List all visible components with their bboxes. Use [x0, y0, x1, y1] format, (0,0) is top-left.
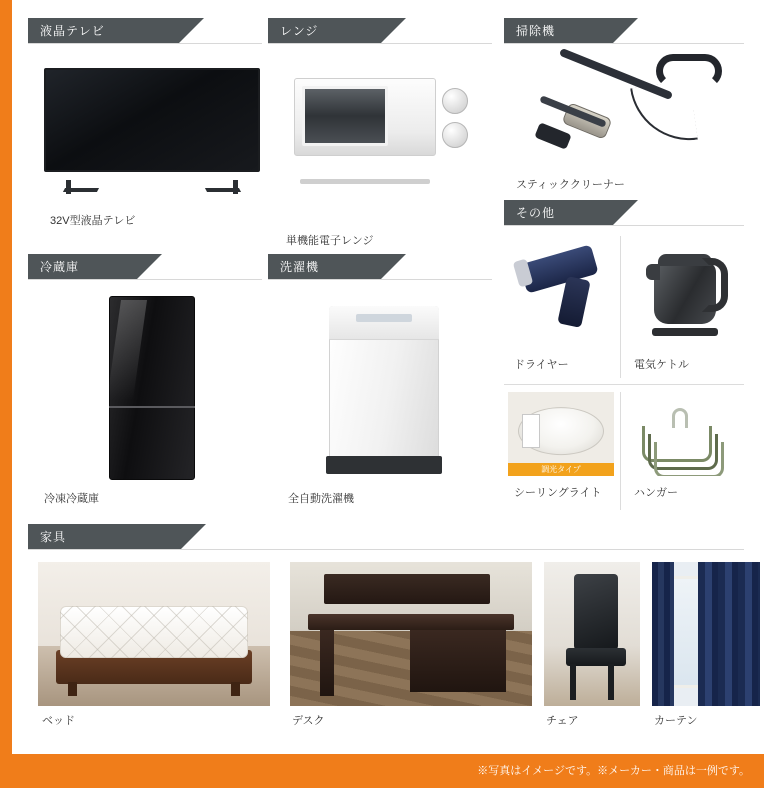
item-hanger — [628, 392, 744, 510]
washer-photo — [274, 288, 494, 488]
section-rule-cleaner — [504, 43, 744, 44]
item-chair — [544, 562, 642, 738]
refrigerator-icon — [36, 288, 268, 488]
item-ceiling-light — [508, 392, 618, 510]
caption-kettle: 電気ケトル — [634, 359, 689, 371]
television-photo — [36, 56, 268, 206]
clothes-hanger-icon — [628, 392, 740, 476]
section-header-other: その他 — [504, 200, 612, 226]
hair-dryer-photo — [508, 236, 614, 350]
caption-refrigerator: 冷凍冷蔵庫 — [44, 493, 99, 505]
section-header-fridge: 冷蔵庫 — [28, 254, 136, 280]
television-icon — [36, 56, 268, 206]
item-vacuum — [508, 48, 744, 198]
item-hair-dryer — [508, 236, 618, 384]
section-rule-range — [268, 43, 492, 44]
chair-icon — [544, 562, 640, 706]
left-accent-rail — [0, 0, 12, 788]
item-refrigerator — [36, 288, 268, 510]
ceiling-light-icon — [508, 392, 614, 476]
hanger-photo — [628, 392, 740, 476]
item-kettle — [628, 236, 744, 384]
washing-machine-icon — [274, 288, 494, 488]
caption-ceiling-light: シーリングライト — [514, 487, 602, 499]
other-grid-vrule-bottom — [620, 392, 621, 510]
section-rule-furniture — [28, 549, 744, 550]
caption-chair: チェア — [546, 715, 579, 727]
ceiling-light-photo — [508, 392, 614, 476]
caption-microwave: 単機能電子レンジ — [286, 235, 374, 247]
section-header-tv: 液晶テレビ — [28, 18, 178, 44]
caption-curtain: カーテン — [654, 715, 698, 727]
vacuum-photo — [508, 48, 736, 170]
item-curtain — [652, 562, 762, 738]
caption-hair-dryer: ドライヤー — [514, 359, 569, 371]
electric-kettle-icon — [628, 236, 740, 350]
other-grid-vrule-top — [620, 236, 621, 378]
caption-bed: ベッド — [42, 715, 75, 727]
section-rule-tv — [28, 43, 262, 44]
section-header-cleaner: 掃除機 — [504, 18, 612, 44]
desk-icon — [290, 562, 532, 706]
bed-photo — [38, 562, 270, 706]
chair-photo — [544, 562, 640, 706]
desk-photo — [290, 562, 532, 706]
hair-dryer-icon — [508, 236, 614, 350]
kettle-photo — [628, 236, 740, 350]
section-header-furniture: 家具 — [28, 524, 180, 550]
section-rule-washer — [268, 279, 492, 280]
caption-hanger: ハンガー — [634, 487, 678, 499]
curtain-photo — [652, 562, 760, 706]
curtain-icon — [652, 562, 760, 706]
item-washer — [274, 288, 494, 510]
caption-vacuum: スティッククリーナー — [516, 179, 625, 191]
caption-desk: デスク — [292, 715, 325, 727]
other-grid-hrule — [504, 384, 744, 385]
refrigerator-photo — [36, 288, 268, 488]
bed-icon — [38, 562, 270, 706]
footer-bar — [0, 754, 764, 788]
microwave-oven-icon — [288, 56, 484, 196]
stick-vacuum-cleaner-icon — [508, 48, 736, 170]
section-header-range: レンジ — [268, 18, 380, 44]
item-microwave — [274, 56, 486, 247]
microwave-photo — [288, 56, 484, 196]
item-bed — [38, 562, 274, 738]
section-header-washer: 洗濯機 — [268, 254, 380, 280]
item-desk — [290, 562, 534, 738]
ceiling-light-badge: 調光タイプ — [508, 463, 614, 476]
footer-note: ※写真はイメージです。※メーカー・商品は一例です。 — [477, 765, 750, 777]
caption-washer: 全自動洗濯機 — [288, 493, 354, 505]
caption-television: 32V型液晶テレビ — [50, 215, 136, 227]
item-television — [36, 56, 268, 234]
section-rule-fridge — [28, 279, 262, 280]
section-rule-other — [504, 225, 744, 226]
equipment-list-page — [12, 0, 764, 788]
